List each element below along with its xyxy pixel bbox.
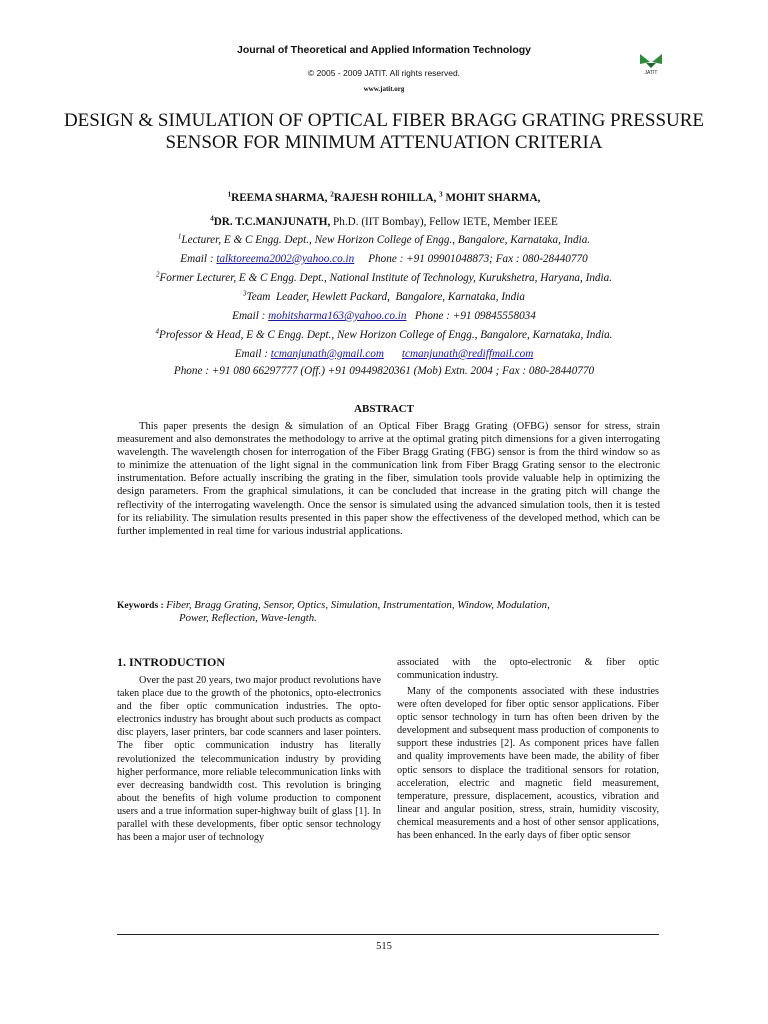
email-link-reema[interactable]: talktoreema2002@yahoo.co.in <box>216 253 355 265</box>
abstract-text: This paper presents the design & simulation of an Optical Fiber Bragg Grating (OFBG) sensor for stress, strain measurement and also demonstrates the methodology to arrive at the optimal grating pitch dimensions for a given interrogating wavelength. The wavelength chosen for interrogation of the Fiber Bragg Grating (FBG) sensor is from the third window so as to minimize the attenuation of the light signal in the communication link from Fiber Bragg Grating sensor to the electronic instrumentation. Before actually inscribing the grating in the fiber, simulation tools provide valuable help in optimizing the design parameters. From the graphical simulations, it can be concluded that increase in the grating pitch will change the reflectivity of the interrogating wavelength. Once the sensor is simulated using the advanced simulation tools, then it is tested for its reliability. The simulation results presented in this paper show the effectiveness of the developed method, which can be further implemented in real time for various industrial applications. <box>117 421 660 537</box>
journal-name: Journal of Theoretical and Applied Information Technology <box>236 44 531 56</box>
authors-line-2: $^4$DR. T.C.MANJUNATH, Ph.D. (IIT Bombay), Fellow IETE, Member IEEE <box>210 214 558 228</box>
email-line-3: Email : mohitsharma163@yahoo.co.in Phone : +91 09845558034 <box>232 310 536 322</box>
journal-url: www.jatit.org <box>363 85 405 93</box>
keywords-list: Fiber, Bragg Grating, Sensor, Optics, Simulation, Instrumentation, Window, Modulation, <box>166 599 550 611</box>
email-line-4: Email : tcmanjunath@gmail.com tcmanjunath@rediffmail.com <box>234 348 534 360</box>
keywords-line-2: Power, Reflection, Wave-length. <box>179 612 317 624</box>
jatit-logo <box>638 52 664 76</box>
phone-line-4: Phone : +91 080 66297777 (Off.) +91 09449820361 (Mob) Extn. 2004 ; Fax : 080-28440770 <box>173 365 595 377</box>
introduction-heading: 1. INTRODUCTION <box>117 655 226 669</box>
authors-line-1: $^1$REEMA SHARMA, $^2$RAJESH ROHILLA, $^3$ MOHIT SHARMA, <box>227 190 541 204</box>
footer-rule <box>117 934 659 935</box>
logo-text: JATIT <box>644 70 658 76</box>
intro-column-2-continuation: associated with the opto-electronic & fiber optic communication industry. <box>397 657 659 682</box>
abstract-heading: ABSTRACT <box>354 403 414 415</box>
page-number: 515 <box>376 941 392 952</box>
email-link-rediff[interactable]: tcmanjunath@rediffmail.com <box>401 348 534 360</box>
keywords-line-1 <box>117 598 660 613</box>
intro-column-1: Over the past 20 years, two major product revolutions have taken place due to the growth of the photonics, opto-electronics and the fiber optic communication industries. The opto-electronics industry has brought about such products as compact disc players, laser printers, bar code scanners and laser pointers. The fiber optic communication industry has literally revolutionized the telecommunication industry by providing higher performance, more reliable telecommunication links with ever decreasing bandwidth cost. This revolution is bringing about the benefits of high volume production to component users and a true information super-highway built of glass [1]. In parallel with these developments, fiber optic sensor technology has been a major user of technology <box>117 675 381 844</box>
email-link-mohit[interactable]: mohitsharma163@yahoo.co.in <box>268 310 407 322</box>
keywords-label: Keywords : <box>117 601 167 611</box>
copyright-notice: © 2005 - 2009 JATIT. All rights reserved. <box>307 68 461 78</box>
paper-title: DESIGN & SIMULATION OF OPTICAL FIBER BRAGG GRATING PRESSURE SENSOR FOR MINIMUM ATTENUATION CRITERIA <box>63 110 705 153</box>
affiliation-1: $^1$Lecturer, E & C Engg. Dept., New Horizon College of Engg., Bangalore, Karnataka, India. <box>177 232 591 246</box>
affiliation-3: $^3$Team Leader, Hewlett Packard, Bangalore, Karnataka, India <box>243 289 525 303</box>
affiliation-2: $^2$Former Lecturer, E & C Engg. Dept., National Institute of Technology, Kurukshetra, Haryana, India. <box>155 270 613 284</box>
email-link-gmail[interactable]: tcmanjunath@gmail.com <box>270 348 384 360</box>
intro-column-2-paragraph: Many of the components associated with these industries were often developed for fiber optic sensor applications. Fiber optic sensor technology in turn has often been driven by the development and subsequent mass production of components to support these industries [2]. As component prices have fallen and quality improvements have been made, the ability of fiber optic sensors to displace the traditional sensors for rotation, acceleration, electric and magnetic field measurement, temperature, pressure, displacement, acoustics, vibration and linear and angular position, stress, strain, humidity viscosity, chemical measurements and a host of other sensor applications, has been enhanced. In the early days of fiber optic sensor <box>397 686 659 842</box>
affiliation-4: $^4$Professor & Head, E & C Engg. Dept., New Horizon College of Engg., Bangalore, Karnataka, India. <box>155 327 613 341</box>
email-line-1: Email : talktoreema2002@yahoo.co.in Phone : +91 09901048873; Fax : 080-28440770 <box>180 253 588 265</box>
